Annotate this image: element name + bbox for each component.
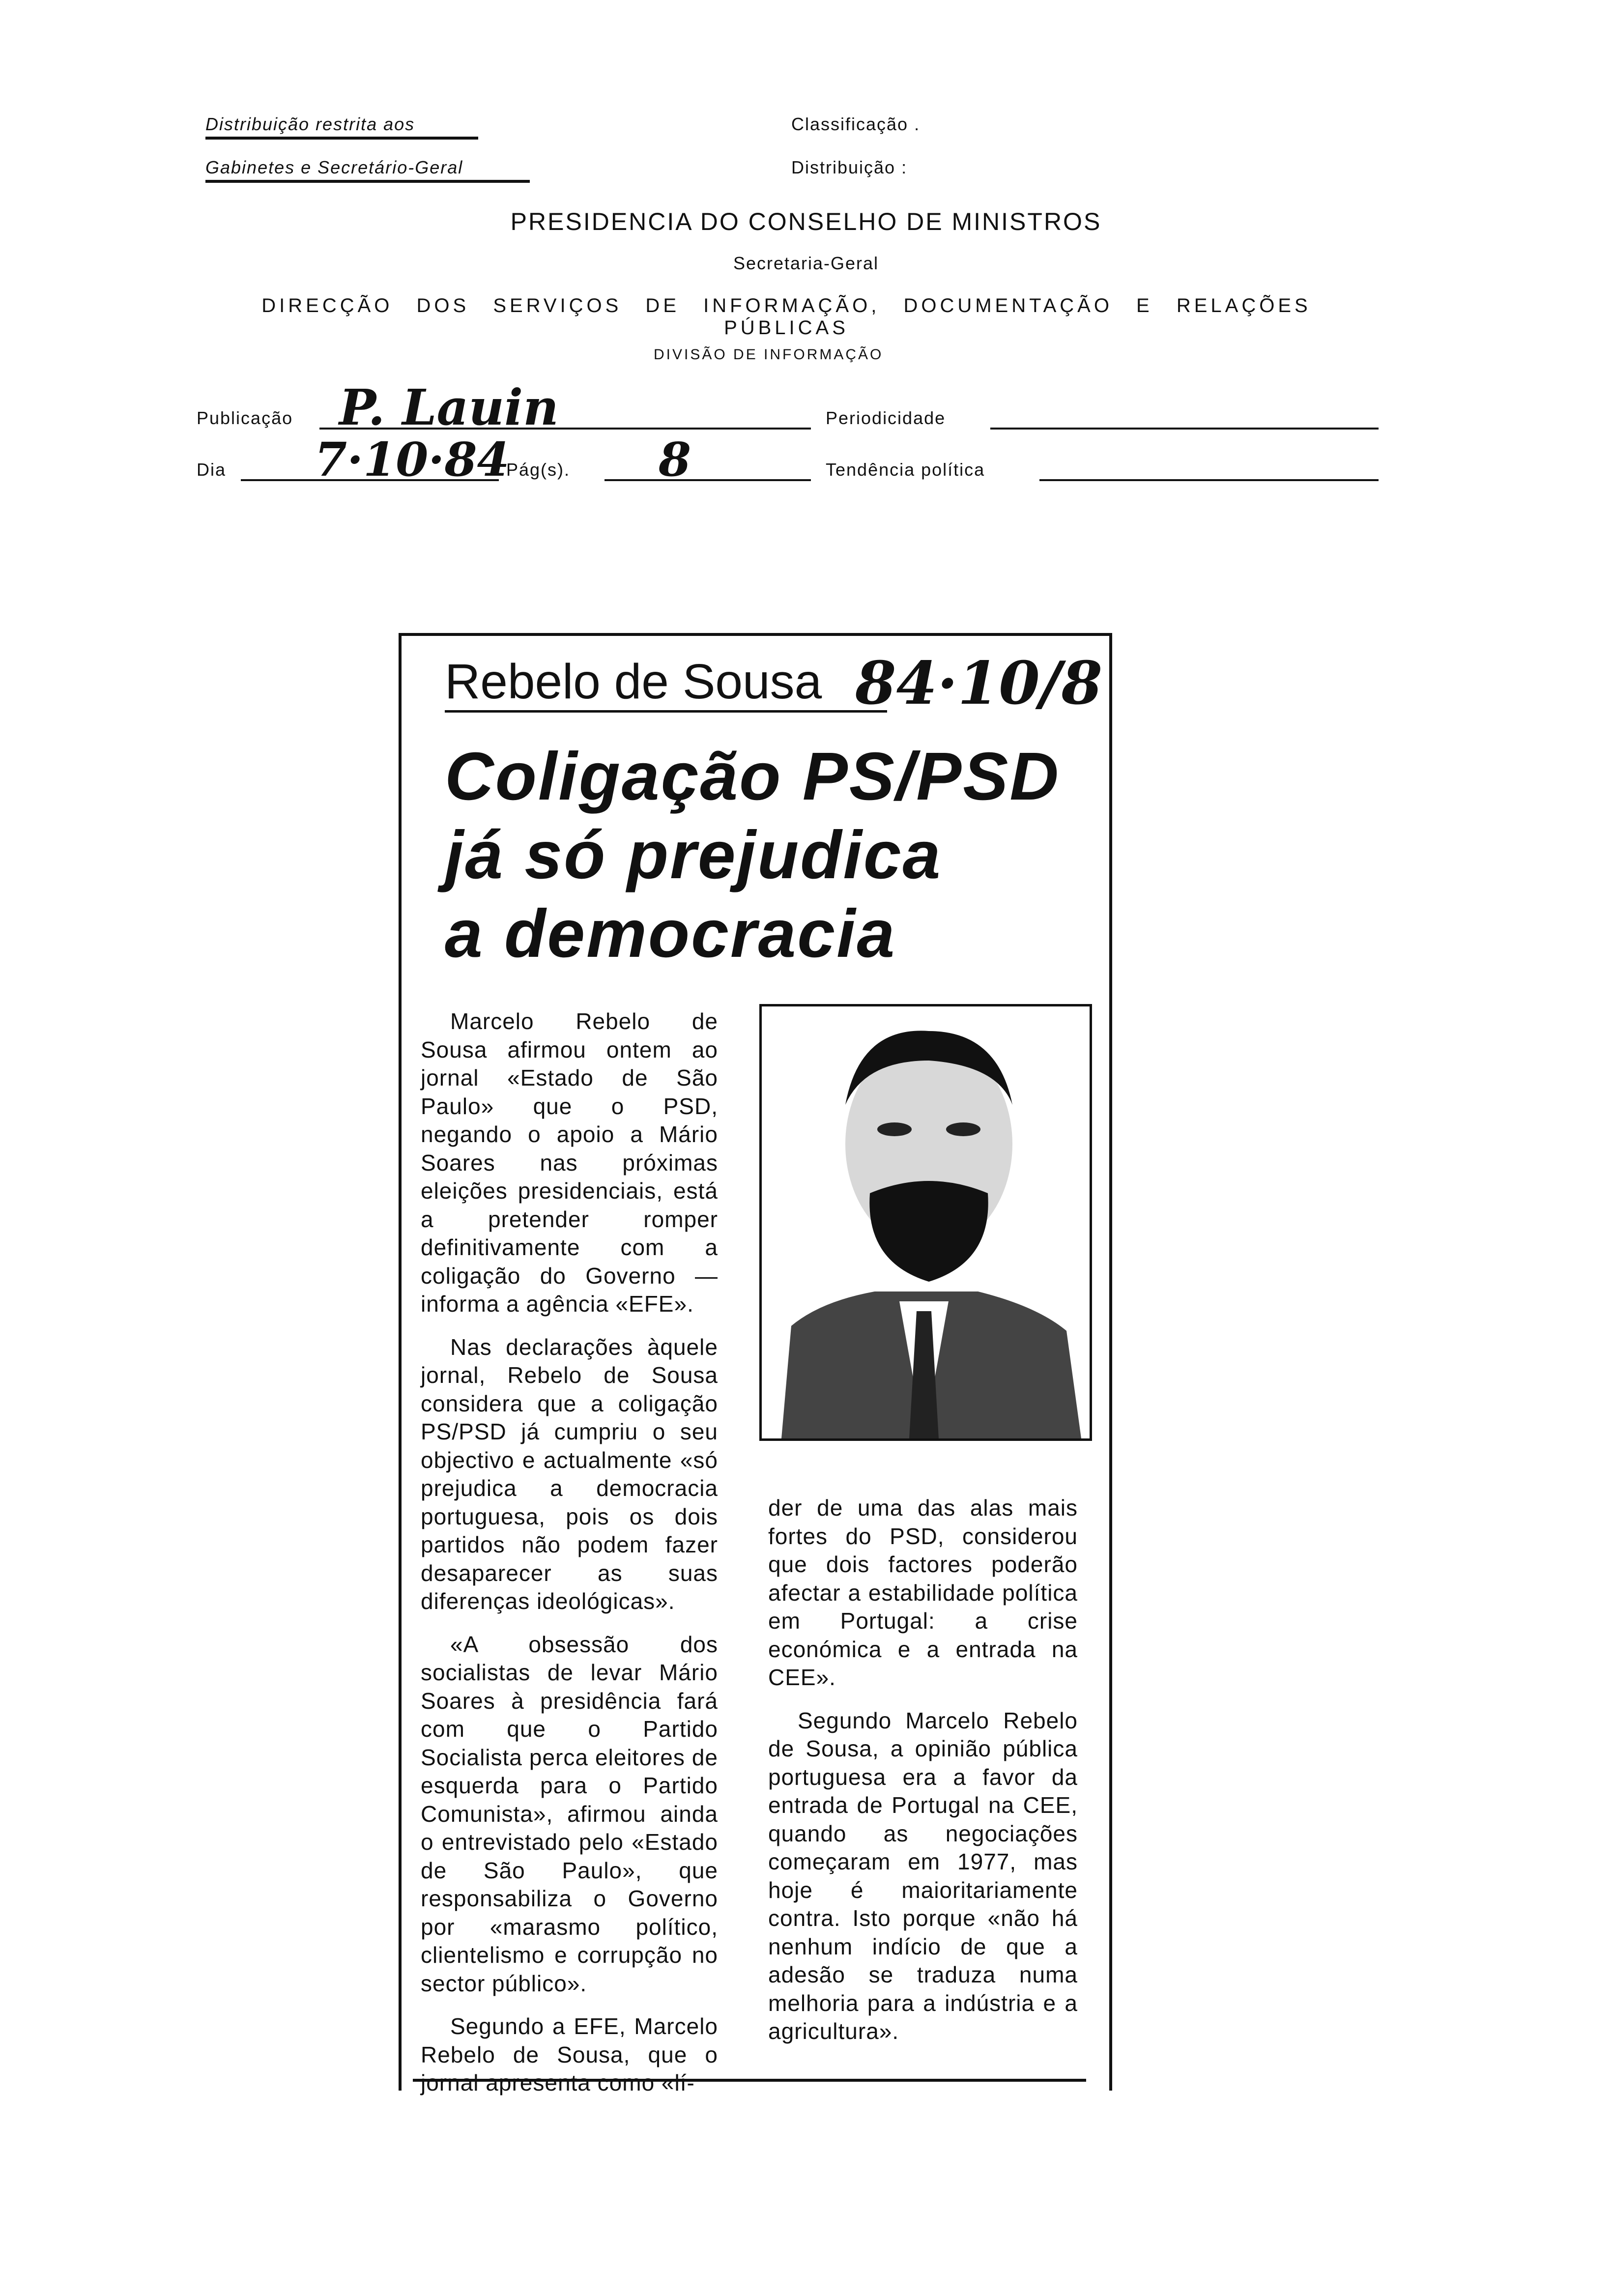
- pages-field-line: [604, 479, 811, 481]
- political-tendency-field-line: [1039, 479, 1379, 481]
- day-value: 7·10·84: [315, 432, 510, 487]
- political-tendency-label: Tendência política: [826, 459, 985, 480]
- publication-value: P. Lauin: [339, 378, 559, 436]
- paragraph: «A obsessão dos socialistas de levar Mário Soares à presidência fará com que o Partido Socialista perca eleitores de esquerda para o Partido Comunista», afirmou ainda o entrevistado pelo «Estado de São Paulo», que responsabiliza o Governo por «marasmo político, clientelismo e corrupção no sector público».: [421, 1631, 718, 1996]
- classification-label: Classificação .: [791, 114, 921, 134]
- subtitle: Secretaria-Geral: [733, 253, 879, 273]
- handwritten-note: 84·10/8: [855, 649, 1103, 718]
- paragraph: der de uma das alas mais fortes do PSD, considerou que dois factores poderão afectar a estabilidade política em Portugal: a crise económica e a entrada na CEE».: [768, 1495, 1078, 1690]
- page-title: PRESIDENCIA DO CONSELHO DE MINISTROS: [510, 208, 1102, 235]
- portrait-photo: [759, 1004, 1092, 1441]
- headline-line: a democracia: [445, 896, 896, 972]
- paragraph: Segundo a EFE, Marcelo Rebelo de Sousa, que o jornal apresenta como «lí-: [421, 2013, 718, 2095]
- pages-label: Pág(s).: [506, 459, 571, 480]
- paragraph: Nas declarações àquele jornal, Rebelo de Sousa considera que a coligação PS/PSD já cumpriu o seu objectivo e actualmente «só prejudica a democracia portuguesa, pois os dois partidos não podem fazer desaparecer as suas diferenças ideológicas».: [421, 1334, 718, 1614]
- periodicity-field-line: [990, 428, 1379, 430]
- division: DIVISÃO DE INFORMAÇÃO: [654, 346, 884, 363]
- directorate: DIRECÇÃO DOS SERVIÇOS DE INFORMAÇÃO, DOCUMENTAÇÃO E RELAÇÕES PÚBLICAS: [261, 295, 1311, 339]
- article-kicker: Rebelo de Sousa: [445, 654, 887, 713]
- paragraph: Marcelo Rebelo de Sousa afirmou ontem ao jornal «Estado de São Paulo» que o PSD, negando o apoio a Mário Soares nas próximas eleições presidenciais, está a pretender romper definitivamente com a coligação do Governo — informa a agência «EFE».: [421, 1008, 718, 1317]
- article-headline: [445, 737, 1060, 973]
- portrait-image: [762, 1006, 1090, 1438]
- article-bottom-rule: [413, 2079, 1086, 2082]
- pages-value: 8: [659, 432, 691, 487]
- distribution-restricted-line2: Gabinetes e Secretário-Geral: [205, 157, 530, 183]
- periodicity-label: Periodicidade: [826, 408, 946, 428]
- publication-label: Publicação: [197, 408, 293, 428]
- article-right-column: [768, 1494, 1078, 2061]
- paragraph: Segundo Marcelo Rebelo de Sousa, a opinião pública portuguesa era a favor da entrada de Portugal na CEE, quando as negociações começaram em 1977, mas hoje é maioritariamente contra. Isto porque «não há nenhum indício de que a adesão se traduza numa melhoria para a indústria e a agricultura».: [768, 1707, 1078, 2044]
- distribution-restricted-line1: Distribuição restrita aos: [205, 114, 478, 140]
- article-left-column: [421, 1007, 718, 2112]
- headline-line: já só prejudica: [445, 817, 942, 893]
- day-label: Dia: [197, 459, 227, 480]
- distribution-label: Distribuição :: [791, 157, 908, 177]
- headline-line: Coligação PS/PSD: [445, 739, 1060, 814]
